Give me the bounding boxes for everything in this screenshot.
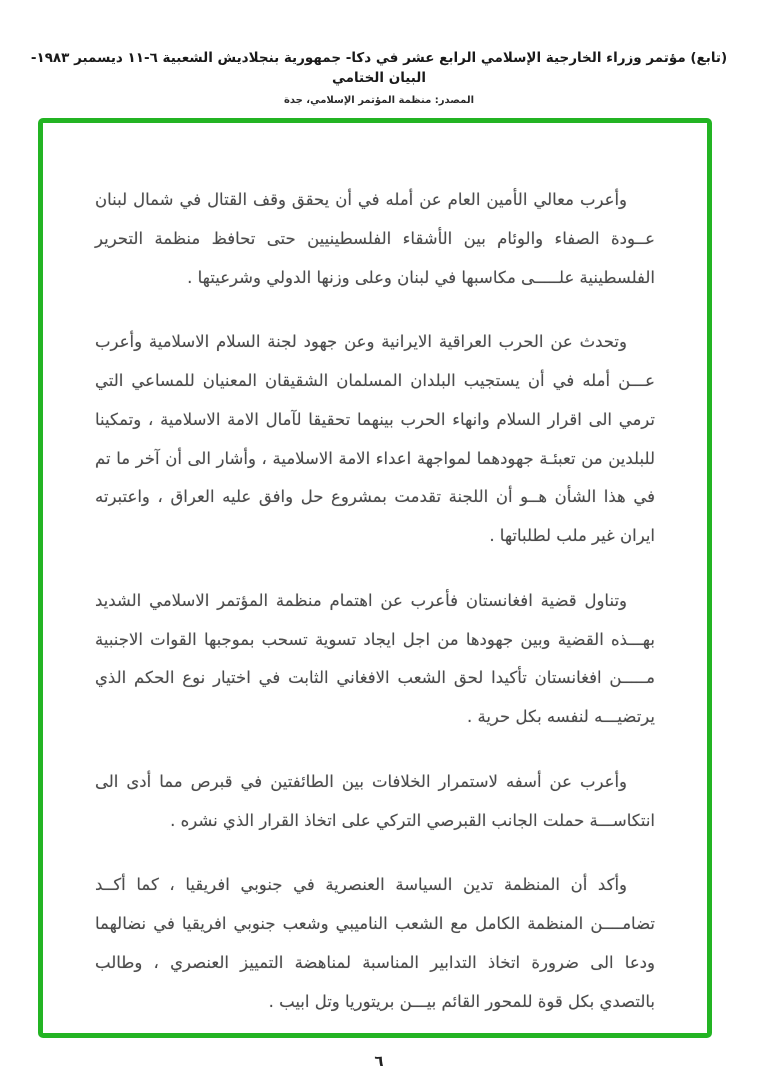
document-source-line: المصدر: منظمة المؤتمر الإسلامي، جدة: [283, 94, 475, 106]
paragraph-iran-iraq-war: وتحدث عن الحرب العراقية الايرانية وعن جهود لجنة السلام الاسلامية وأعرب عـــن أمله في أن يستجيب البلدان المسلمان الشقيقان المعنيان للمساعي التي ترمي الى اقرار السلام وانهاء الحرب بينهما تحقيقا لآمال الامة الاسلامية ، وتمكينا للبلدين من تعبئـة جهودهما لمواجهة اعداء الامة الاسلامية ، وأشار الى أن آخر ما تم في هذا الشأن هــو أن اللجنة تقدمت بمشروع حل وافق عليه العراق ، واعتبرته ايران غير ملب لطلباتها .: [95, 332, 655, 546]
paragraph-afghanistan: وتناول قضية افغانستان فأعرب عن اهتمام منظمة المؤتمر الاسلامي الشديد بهـــذه القضية وبين جهودها من اجل ايجاد تسوية تسحب بموجبها القوات الاجنبية مـــــن افغانستان تأكيدا لحق الشعب الافغاني الثابت في اختيار نوع الحكم الذي يرتضيـــه لنفسه بكل حرية .: [95, 590, 655, 727]
paragraph-cyprus: وأعرب عن أسفه لاستمرار الخلافات بين الطائفتين في قبرص مما أدى الى انتكاســـة حملت الجانب القبرصي التركي على اتخاذ القرار الذي نشره .: [95, 771, 655, 830]
paragraph-south-africa: وأكد أن المنظمة تدين السياسة العنصرية في جنوبي افريقيا ، كما أكــد تضامــــن المنظمة الكامل مع الشعب الناميبي وشعب جنوبي افريقيا في نضالهما ودعا الى ضرورة اتخاذ التدابير المناسبة لمناهضة التمييز العنصري ، وطالب بالتصدي بكل قوة للمحور القائم بيـــن بريتوريا وتل ابيب .: [95, 875, 655, 1011]
paragraph-lebanon: وأعرب معالي الأمين العام عن أمله في أن يحقق وقف القتال في شمال لبنان عــودة الصفاء والوئام بين الأشقاء الفلسطينيين حتى تحافظ منظمة التحرير الفلسطينية علـــــى مكاسبها في لبنان وعلى وزنها الدولي وشرعيتها .: [95, 190, 655, 287]
content-frame: [38, 118, 712, 1038]
document-title: (تابع) مؤتمر وزراء الخارجية الإسلامي الرابع عشر في دكا- جمهورية بنجلاديش الشعبية ٦-١١ ديسمبر ١٩٨٣- البيان الختامي: [30, 50, 728, 87]
document-header: [0, 0, 758, 106]
page-number: ٦: [374, 1052, 384, 1070]
